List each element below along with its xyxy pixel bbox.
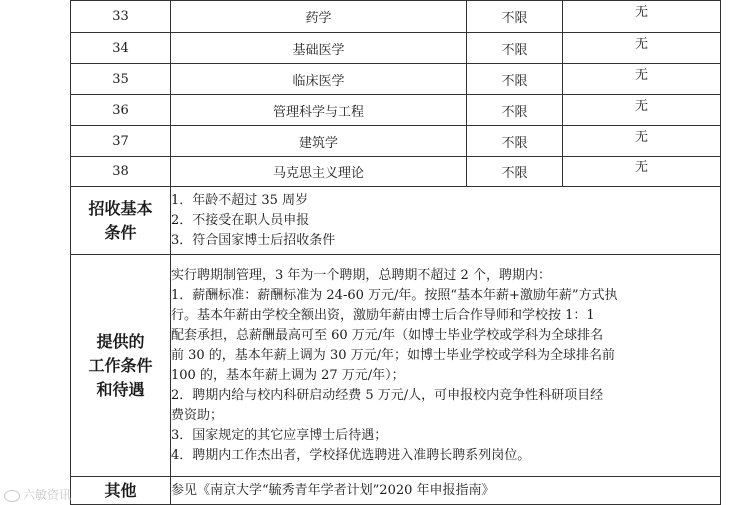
benefit-line: 前 30 的，基本年薪上调为 30 万元/年；如博士毕业学校或学科为全球排名前 — [171, 347, 615, 363]
note-cell: 无 — [563, 64, 721, 95]
other-content: 参见《南京大学“毓秀青年学者计划”2020 年申报指南》 — [171, 477, 721, 505]
benefit-line: 实行聘期制管理，3 年为一个聘期，总聘期不超过 2 个，聘期内： — [171, 267, 551, 283]
row-number: 36 — [71, 95, 171, 126]
major-name: 马克思主义理论 — [171, 157, 467, 187]
limit-cell: 不限 — [467, 1, 563, 33]
watermark-text: 六敏资讯 — [23, 488, 72, 502]
benefit-line: 行。基本年薪由学校全额出资，激励年薪由博士后合作导师和学校按 1：1 — [171, 307, 595, 323]
limit-cell: 不限 — [467, 95, 563, 126]
watermark-logo-icon — [4, 490, 20, 502]
row-number: 37 — [71, 126, 171, 157]
benefit-line: 配套承担，总薪酬最高可至 60 万元/年（如博士毕业学校或学科为全球排名 — [171, 327, 604, 343]
major-name: 药学 — [171, 1, 467, 33]
benefits-row — [71, 255, 721, 477]
note-cell: 无 — [563, 95, 721, 126]
benefit-line: 费资助； — [171, 407, 224, 423]
note-cell: 无 — [563, 126, 721, 157]
row-number: 38 — [71, 157, 171, 187]
table-row — [71, 1, 721, 33]
requirement-line: 2．不接受在职人员申报 — [171, 212, 310, 228]
major-name: 管理科学与工程 — [171, 95, 467, 126]
benefit-line: 1．薪酬标准：薪酬标准为 24-60 万元/年。按照“基本年薪+激励年薪”方式执 — [171, 287, 618, 303]
note-cell: 无 — [563, 157, 721, 187]
table-row — [71, 126, 721, 157]
limit-cell: 不限 — [467, 157, 563, 187]
note-cell: 无 — [563, 1, 721, 33]
limit-cell: 不限 — [467, 126, 563, 157]
requirements-header: 招收基本 条件 — [71, 187, 171, 255]
limit-cell: 不限 — [467, 64, 563, 95]
row-number: 35 — [71, 64, 171, 95]
major-name: 基础医学 — [171, 33, 467, 64]
requirements-content — [171, 187, 721, 255]
benefit-line: 3．国家规定的其它应享博士后待遇； — [171, 427, 388, 443]
watermark — [4, 486, 71, 503]
table-row — [71, 95, 721, 126]
row-number: 33 — [71, 1, 171, 33]
benefits-header: 提供的 工作条件 和待遇 — [71, 255, 171, 477]
major-name: 建筑学 — [171, 126, 467, 157]
benefit-line: 2．聘期内给与校内科研启动经费 5 万元/人，可申报校内竞争性科研项目经 — [171, 387, 604, 403]
requirement-line: 1．年龄不超过 35 周岁 — [171, 192, 309, 208]
major-name: 临床医学 — [171, 64, 467, 95]
requirements-row — [71, 187, 721, 255]
note-cell: 无 — [563, 33, 721, 64]
other-header: 其他 — [71, 477, 171, 505]
other-row — [71, 477, 721, 505]
table-row — [71, 33, 721, 64]
requirement-line: 3．符合国家博士后招收条件 — [171, 232, 336, 248]
table-row — [71, 157, 721, 187]
row-number: 34 — [71, 33, 171, 64]
recruitment-table — [70, 0, 721, 505]
benefit-line: 4．聘期内工作杰出者，学校择优选聘进入准聘长聘系列岗位。 — [171, 447, 531, 463]
table-row — [71, 64, 721, 95]
benefits-content — [171, 255, 721, 477]
limit-cell: 不限 — [467, 33, 563, 64]
benefit-line: 100 的，基本年薪上调为 27 万元/年）； — [171, 367, 405, 383]
